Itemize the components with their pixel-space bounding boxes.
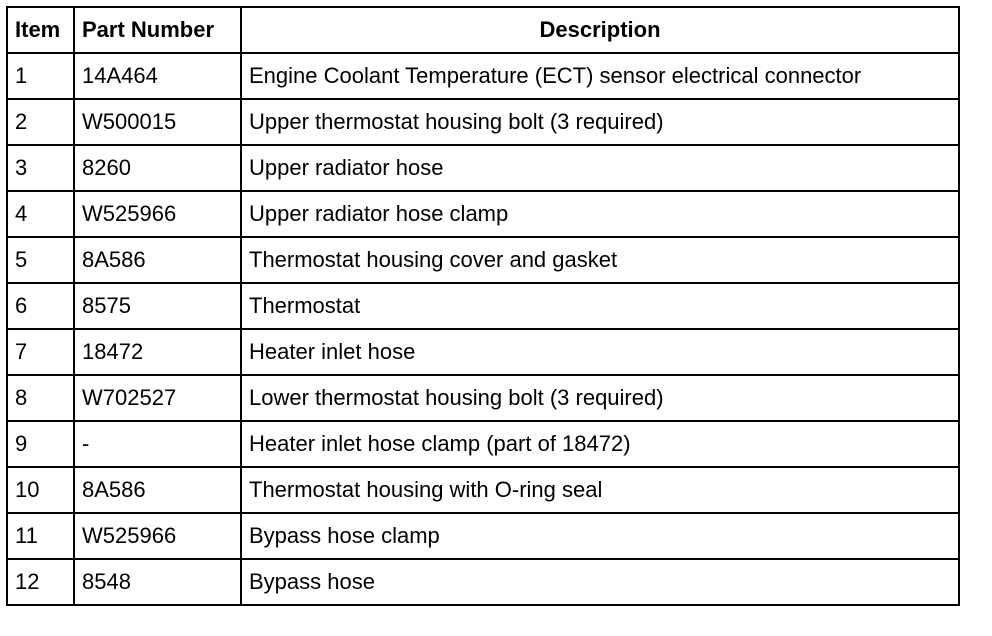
table-row [7,283,959,329]
cell-part-number: 8575 [74,283,241,329]
header-item: Item [7,7,74,53]
cell-description: Heater inlet hose clamp (part of 18472) [241,421,959,467]
cell-item: 8 [7,375,74,421]
cell-part-number: W500015 [74,99,241,145]
table-row [7,467,959,513]
parts-table [6,6,960,606]
cell-item: 4 [7,191,74,237]
table-row [7,99,959,145]
table-row [7,329,959,375]
cell-item: 3 [7,145,74,191]
table-row [7,375,959,421]
cell-description: Thermostat housing with O-ring seal [241,467,959,513]
cell-part-number: 8260 [74,145,241,191]
header-description: Description [241,7,959,53]
table-row [7,513,959,559]
table-header-row [7,7,959,53]
table-row [7,559,959,605]
cell-item: 12 [7,559,74,605]
table-row [7,237,959,283]
cell-description: Heater inlet hose [241,329,959,375]
cell-part-number: 8548 [74,559,241,605]
cell-description: Bypass hose clamp [241,513,959,559]
cell-part-number: W702527 [74,375,241,421]
cell-part-number: W525966 [74,513,241,559]
cell-description: Lower thermostat housing bolt (3 required) [241,375,959,421]
table-row [7,421,959,467]
cell-description: Thermostat housing cover and gasket [241,237,959,283]
cell-part-number: 18472 [74,329,241,375]
cell-item: 9 [7,421,74,467]
cell-item: 2 [7,99,74,145]
cell-part-number: W525966 [74,191,241,237]
cell-item: 6 [7,283,74,329]
header-part-number: Part Number [74,7,241,53]
cell-item: 5 [7,237,74,283]
cell-description: Upper radiator hose [241,145,959,191]
cell-part-number: 8A586 [74,237,241,283]
table-row [7,145,959,191]
cell-item: 7 [7,329,74,375]
cell-description: Bypass hose [241,559,959,605]
cell-item: 11 [7,513,74,559]
table-row [7,53,959,99]
cell-item: 1 [7,53,74,99]
cell-part-number: - [74,421,241,467]
table-row [7,191,959,237]
cell-description: Upper thermostat housing bolt (3 required) [241,99,959,145]
cell-part-number: 8A586 [74,467,241,513]
cell-item: 10 [7,467,74,513]
cell-part-number: 14A464 [74,53,241,99]
cell-description: Thermostat [241,283,959,329]
cell-description: Upper radiator hose clamp [241,191,959,237]
cell-description: Engine Coolant Temperature (ECT) sensor electrical connector [241,53,959,99]
